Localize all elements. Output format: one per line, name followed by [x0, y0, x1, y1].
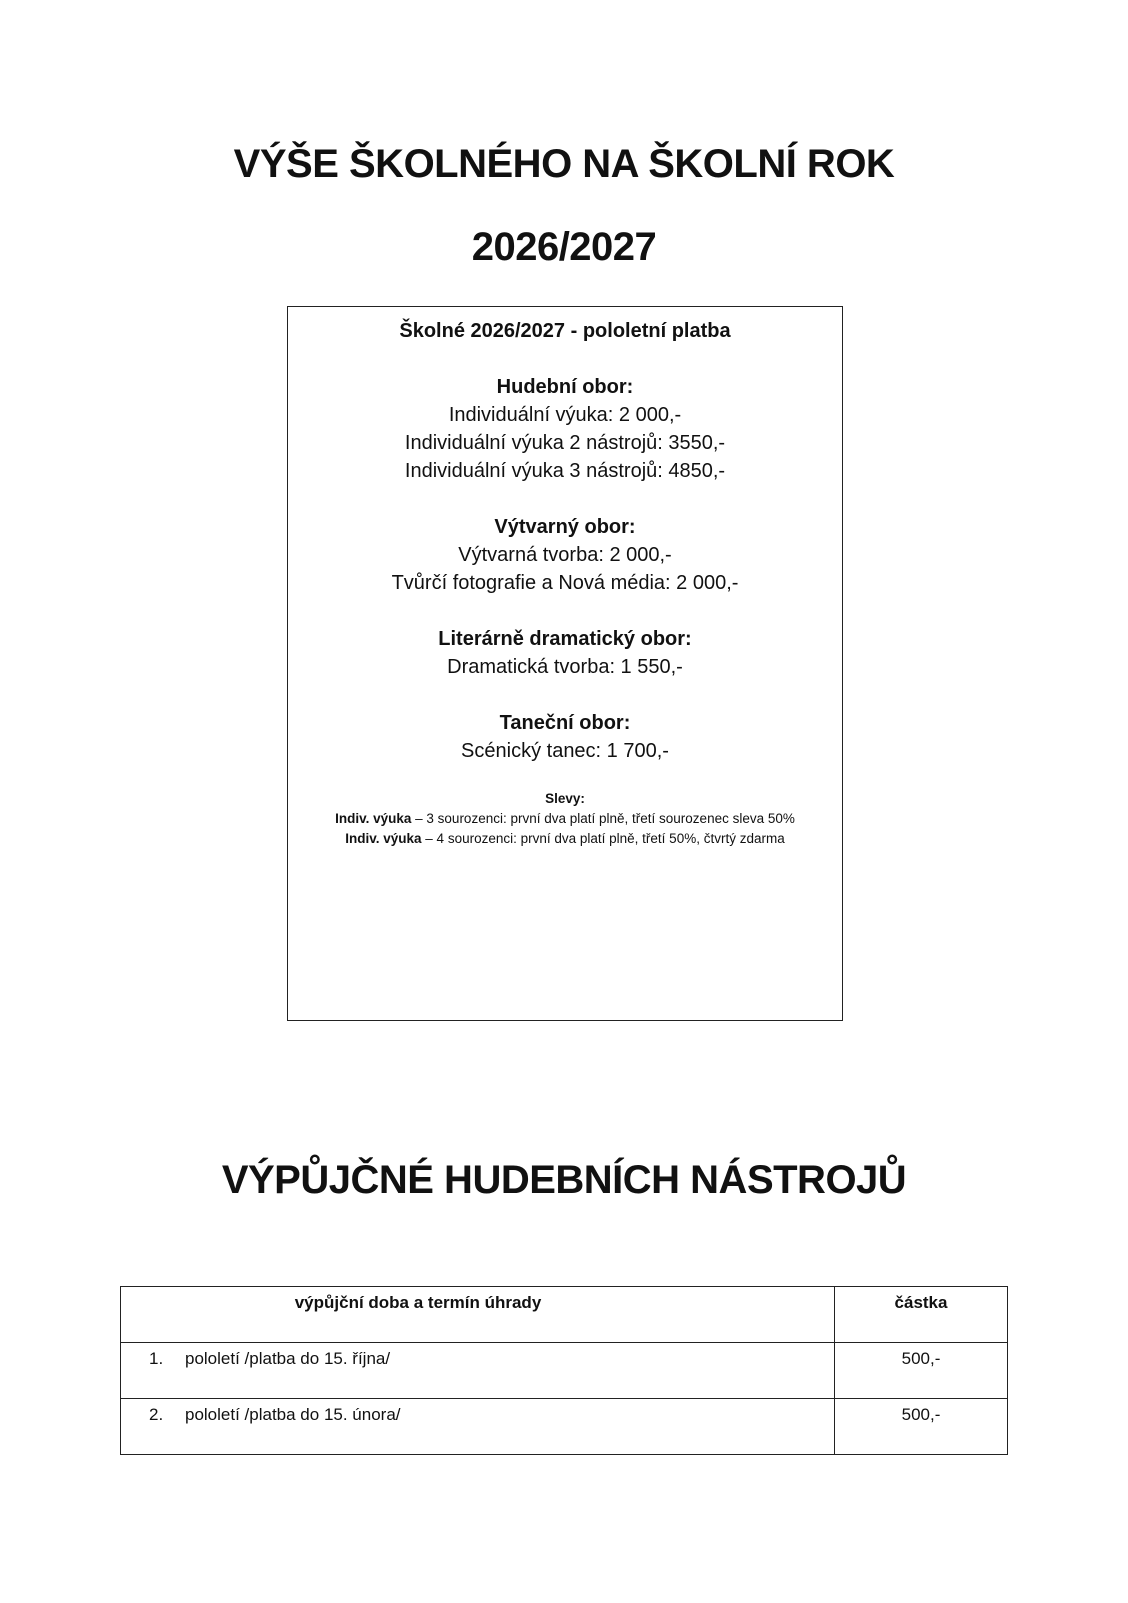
discount-label: Indiv. výuka	[335, 811, 412, 826]
row-number: 2.	[149, 1405, 164, 1424]
table-row	[121, 1343, 1008, 1399]
discount-text: – 3 sourozenci: první dva platí plně, třetí sourozenec sleva 50%	[411, 811, 795, 826]
period-text: pololetí /platba do 15. února/	[185, 1405, 401, 1424]
fee-box	[287, 306, 843, 1021]
section-drama	[288, 625, 842, 681]
discounts-title: Slevy:	[545, 791, 585, 806]
section-title: Hudební obor:	[496, 376, 634, 398]
fee-line: Tvůrčí fotografie a Nová média: 2 000,-	[391, 572, 739, 594]
fee-line: Výtvarná tvorba: 2 000,-	[458, 544, 672, 566]
section-title: Literárně dramatický obor:	[438, 628, 692, 650]
row-number: 1.	[149, 1349, 164, 1368]
page-title: VÝŠE ŠKOLNÉHO NA ŠKOLNÍ ROK	[233, 142, 895, 186]
fee-line: Individuální výuka: 2 000,-	[448, 404, 682, 426]
rental-table	[120, 1286, 1008, 1455]
discount-line	[288, 809, 842, 829]
section-dance	[288, 709, 842, 765]
discounts	[288, 789, 842, 849]
header-period: výpůjční doba a termín úhrady	[121, 1287, 835, 1343]
section-title: Výtvarný obor:	[494, 516, 636, 538]
page-title-year: 2026/2027	[471, 225, 657, 269]
cell-period	[121, 1343, 835, 1399]
cell-amount: 500,-	[835, 1399, 1008, 1455]
table-header-row	[121, 1287, 1008, 1343]
table-row	[121, 1399, 1008, 1455]
fee-box-header: Školné 2026/2027 - pololetní platba	[399, 320, 731, 342]
discount-line	[288, 829, 842, 849]
section-art	[288, 513, 842, 597]
fee-line: Scénický tanec: 1 700,-	[461, 740, 669, 762]
section-music	[288, 373, 842, 485]
discount-text: – 4 sourozenci: první dva platí plně, třetí 50%, čtvrtý zdarma	[421, 831, 785, 846]
rental-title: VÝPŮJČNÉ HUDEBNÍCH NÁSTROJŮ	[221, 1158, 907, 1202]
section-title: Taneční obor:	[499, 712, 631, 734]
header-amount: částka	[835, 1287, 1008, 1343]
cell-period	[121, 1399, 835, 1455]
period-text: pololetí /platba do 15. října/	[185, 1349, 391, 1368]
fee-line: Individuální výuka 3 nástrojů: 4850,-	[404, 460, 726, 482]
fee-line: Individuální výuka 2 nástrojů: 3550,-	[404, 432, 726, 454]
fee-line: Dramatická tvorba: 1 550,-	[447, 656, 683, 678]
cell-amount: 500,-	[835, 1343, 1008, 1399]
discount-label: Indiv. výuka	[345, 831, 422, 846]
